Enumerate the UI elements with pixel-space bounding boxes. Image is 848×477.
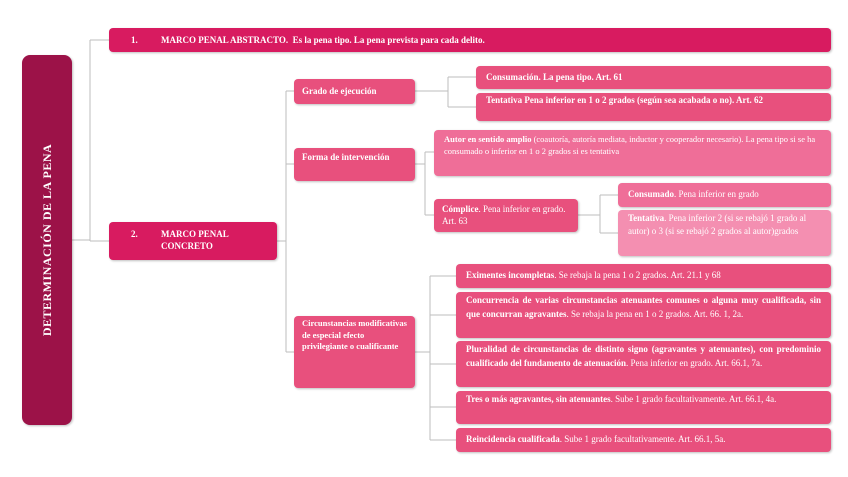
autor-bold: Autor en sentido amplio bbox=[444, 134, 532, 144]
node-complice bbox=[434, 199, 578, 232]
circ-item-text: . Sube 1 grado facultativamente. Art. 66.1, 5a. bbox=[559, 434, 726, 444]
node-complice-consumado bbox=[618, 183, 831, 207]
circ-item-text: . Se rebaja la pena en 1 o 2 grados. Art. 66. 1, 2a. bbox=[566, 308, 744, 319]
grado-label: Grado de ejecución bbox=[302, 86, 377, 96]
node-marco-concreto bbox=[109, 222, 277, 260]
complice-text: . Pena inferior en grado. Art. 63 bbox=[442, 204, 566, 226]
node-concurrencia-atenuantes bbox=[456, 292, 831, 338]
circ-item-bold: Eximentes incompletas bbox=[466, 270, 555, 280]
node-marco-abstracto bbox=[109, 28, 831, 52]
node-tres-agravantes bbox=[456, 391, 831, 424]
node-autor bbox=[434, 130, 831, 176]
node-complice-tentativa bbox=[618, 210, 831, 256]
tentativa-grado-text: Tentativa Pena inferior en 1 o 2 grados (según sea acabada o no). Art. 62 bbox=[486, 95, 764, 105]
node-pluralidad-circunstancias bbox=[456, 341, 831, 387]
consumado-text: . Pena inferior en grado bbox=[674, 189, 759, 199]
tentativa-text: . Pena inferior 2 (si se rebajó 1 grado al autor) o 3 (si se rebajó 2 grados al autor)grados bbox=[628, 213, 807, 236]
circ-item-text: . Sube 1 grado facultativamente. Art. 66.1, 4a. bbox=[610, 394, 777, 404]
node-circunstancias bbox=[294, 316, 415, 388]
node-tentativa-grado bbox=[476, 93, 831, 121]
circ-item-bold: Reincidencia cualificada bbox=[466, 434, 560, 444]
consumado-bold: Consumado bbox=[628, 189, 675, 199]
autor-text: (coautoría, autoría mediata, inductor y cooperador necesario). La pena tipo si se ha consumado o inferior en 1 o 2 grados si es tentativa bbox=[444, 134, 816, 156]
concreto-number: 2. bbox=[131, 229, 138, 239]
root-node bbox=[22, 55, 72, 425]
node-eximentes bbox=[456, 264, 831, 288]
root-title: DETERMINACIÓN DE LA PENA bbox=[40, 143, 55, 337]
circ-item-text: . Pena inferior en grado. Art. 66.1, 7a. bbox=[626, 357, 763, 368]
tentativa-bold: Tentativa bbox=[628, 213, 665, 223]
circ-item-bold: Pluralidad de circunstancias de distinto signo (agravantes y atenuantes), con predominio cualificado del fundamento de atenuación bbox=[466, 344, 821, 368]
consumacion-text: Consumación. La pena tipo. Art. 61 bbox=[486, 72, 623, 82]
node-consumacion bbox=[476, 66, 831, 89]
node-grado-ejecucion bbox=[294, 79, 415, 104]
circ-item-bold: Concurrencia de varias circunstancias atenuantes comunes o alguna muy cualificada, sin que concurran agravantes bbox=[466, 295, 821, 319]
node-reincidencia bbox=[456, 428, 831, 452]
forma-label: Forma de intervención bbox=[302, 152, 390, 162]
complice-bold: Cómplice bbox=[442, 204, 479, 214]
circ-item-text: . Se rebaja la pena 1 o 2 grados. Art. 21.1 y 68 bbox=[554, 270, 721, 280]
concreto-title-line2: CONCRETO bbox=[161, 241, 213, 251]
abstracto-title: MARCO PENAL ABSTRACTO. bbox=[161, 35, 289, 45]
abstracto-text: Es la pena tipo. La pena prevista para cada delito. bbox=[292, 35, 485, 45]
circ-item-bold: Tres o más agravantes, sin atenuantes bbox=[466, 394, 611, 404]
concreto-title-line1: MARCO PENAL bbox=[161, 229, 229, 239]
circunstancias-label: Circunstancias modificativas de especial efecto privilegiante o cualificante bbox=[302, 318, 407, 351]
abstracto-number: 1. bbox=[131, 35, 138, 45]
node-forma-intervencion bbox=[294, 148, 415, 181]
